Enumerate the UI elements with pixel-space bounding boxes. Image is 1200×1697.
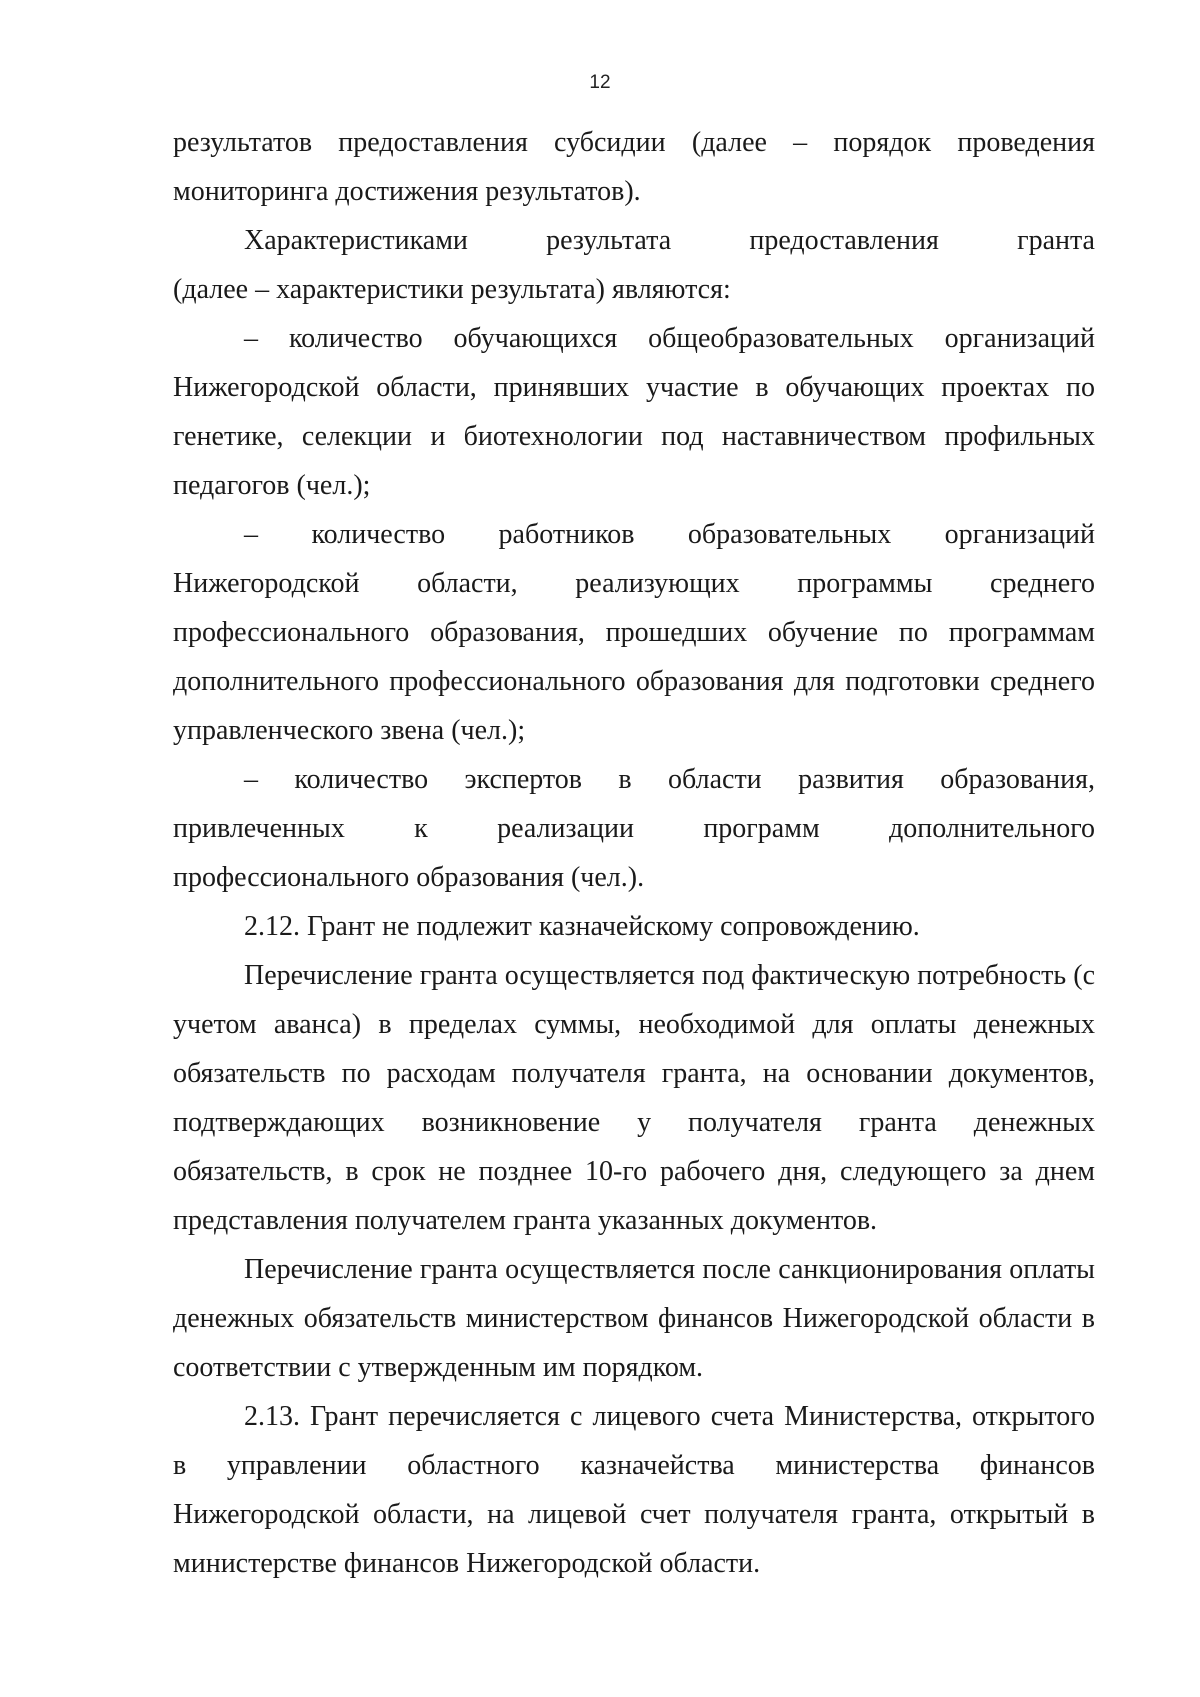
list-item-workers-line-2: Нижегородской области, реализующих программы среднего xyxy=(173,568,1095,599)
list-item-experts-line-1: – количество экспертов в области развития образования, xyxy=(244,764,1095,795)
section-2-13-line-2: в управлении областного казначейства министерства финансов xyxy=(173,1450,1095,1481)
list-item-students: – количество обучающихся общеобразовательных организаций Нижегородской области, принявших участие в обучающих проектах по генетике, селекции и биотехнологии под наставничеством профильных педагогов (чел.); xyxy=(173,323,1095,501)
list-item-experts-line-3: профессионального образования (чел.). xyxy=(173,862,645,893)
list-item-workers-rest: профессионального образования, прошедших обучение по программам дополнительного профессионального образования для подготовки среднего управленческого звена (чел.); xyxy=(173,617,1095,746)
section-2-12: 2.12. Грант не подлежит казначейскому сопровождению. xyxy=(244,911,920,942)
section-2-13-rest: Нижегородской области, на лицевой счет получателя гранта, открытый в министерстве финансов Нижегородской области. xyxy=(173,1499,1095,1579)
paragraph-transfer-need: Перечисление гранта осуществляется под фактическую потребность (с учетом аванса) в пределах суммы, необходимой для оплаты денежных обязательств по расходам получателя гранта, на основании документов, подтверждающих возникновение у получателя гранта денежных обязательств, в срок не позднее 10-го рабочего дня, следующего за днем представления получателем гранта указанных документов. xyxy=(173,960,1095,1236)
paragraph-transfer-sanction: Перечисление гранта осуществляется после санкционирования оплаты денежных обязательств министерством финансов Нижегородской области в соответствии с утвержденным им порядком. xyxy=(173,1254,1095,1383)
paragraph-continuation-line-2: мониторинга достижения результатов). xyxy=(173,176,641,207)
list-item-workers-line-1: – количество работников образовательных организаций xyxy=(244,519,1095,550)
paragraph-characteristics-line-2: (далее – характеристики результата) являются: xyxy=(173,274,731,305)
paragraph-continuation-line-1: результатов предоставления субсидии (далее – порядок проведения xyxy=(173,127,1095,158)
page-number: 12 xyxy=(589,72,611,93)
list-item-experts-line-2: привлеченных к реализации программ дополнительного xyxy=(173,813,1095,844)
document-body xyxy=(173,118,1095,1588)
section-2-13-line-1: 2.13. Грант перечисляется с лицевого счета Министерства, открытого xyxy=(244,1401,1095,1432)
paragraph-characteristics-line-1: Характеристиками результата предоставления гранта xyxy=(244,225,1095,256)
